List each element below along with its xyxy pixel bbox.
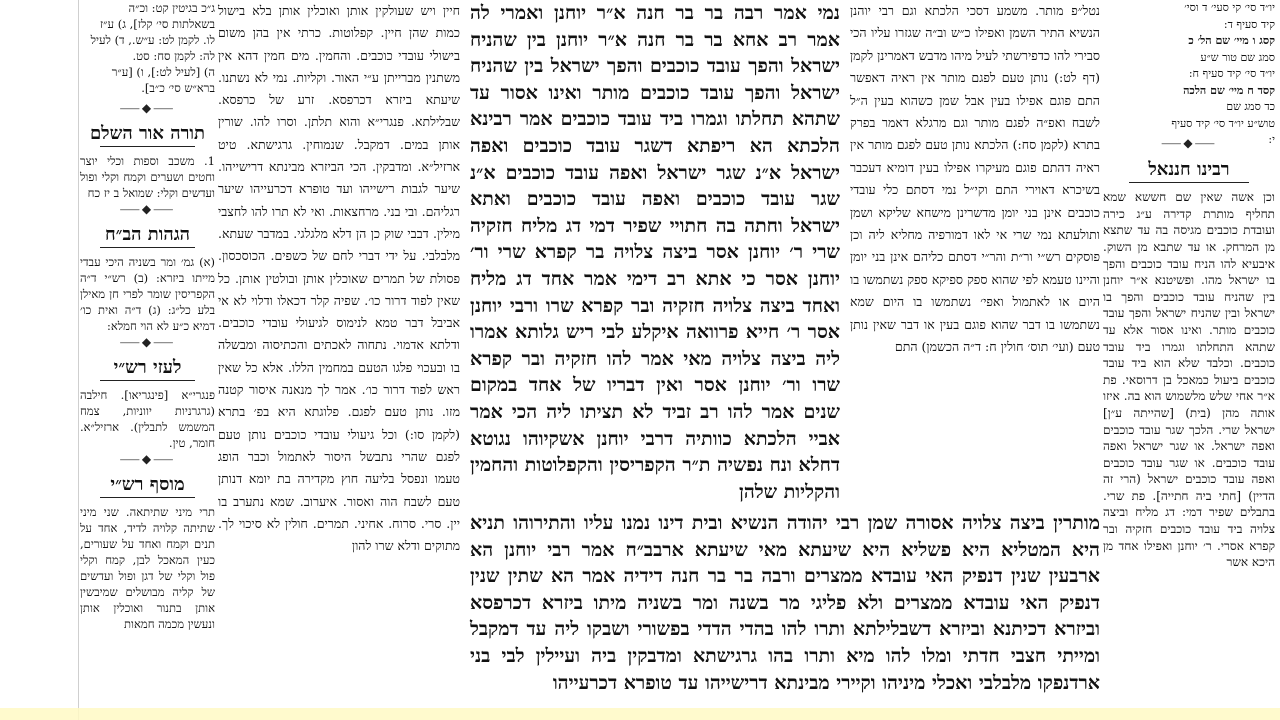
musaf-rashi-title: מוסף רש״י [80, 477, 215, 498]
laazei-rashi-text: פנגרי״א [פינגריאו]. חילבה (גרגרניות יווניות, צמח המשמש לתבלין). ארזיל״א. חומר, טין. [80, 388, 215, 450]
ein-mishpat-line: טוש״ע יו״ד סי׳ קיד סעיף [1171, 116, 1275, 130]
musaf-rashi-text: תרי מיני שתיתאה. שני מיני שתיתה קלויה לדיד, אחד על תנים וקמח ואחד על שעורים, כעין המאכל לבן, קמח וקלי פול וקלי של דגן ופול ועדשים של קליה מבושלים שמיבשין אותן בתנור ואוכלין אותן ונעשין מכמה חמאות [80, 505, 215, 631]
ornament-divider: ⸺◆⸺ [119, 202, 176, 216]
ornament-divider: ⸺◆⸺ [1161, 136, 1217, 150]
ein-mishpat-block [1103, 0, 1275, 146]
tosafot-column [850, 0, 1100, 510]
mesoras-line: ה) [לעיל לט:], ו) [ע״ר [111, 65, 215, 79]
tosafot-text: נטל״פ מותר. משמע דסכי הלכתא וגם רבי יוהנן הנשיא התיר השמן ואפילו כ״ש וב״ה שגזרו עליו הכי סבירי להו כדפירשתי לעיל מיהו מדבש דאמרינן לקמן (דף לט:) נותן טעם לפגם מותר אין ראיה דאפשר התם פוגם אפילו בעין אבל שמן כשהוא בעין ה״ל לשבח ואפ״ה לפגם מותר וגם מרגלא דאמר בפרק בתרא (לקמן סח:) הלכתא נותן טעם לפגם מותר אין ראיה דהתם פוגם מעיקרו אפילו בעין דומיא דעכבר בשיכרא דאוירי התם וקי״ל נמי דסתם כלי עובדי כוכבים אינן בני יומן מדשרינן מישחא שליקא ושמן ותולעתא נמי שרי אי לאו דמורפיה מחליא ליה וכן פוסקים רש״י ור״ת והר״י דסתם כליהם אינן בני יומן והיינו טעמא לפי שהוא ספק ספיקא ספק נשתמשו בו היום או לאתמול ואפי׳ נשתמשו בו היום שמא נשתמשו בו דבר שהוא פוגם בעין או דבר שאין נותן טעם (ועי׳ תוס׳ חולין ח: ד״ה הכשמן) התם [850, 3, 1100, 355]
margin-notes-column [80, 0, 215, 720]
gemara-text-top: נמי אמר רבה בר בר חנה א״ר יוחנן ואמרי לה אמר רב אחא בר בר חנה א״ר יוחנן בין שהניח ישראל והפך עובד כוכבים והפך ישראל בין שהניח ישראל והפך עובד כוכבים מותר ואינו אסור עד שתהא תחלתו וגמרו ביד עובד כוכבים אמר רבינא הלכתא הא ריפתא דשגר עובד כוכבים ואפה ישראל א״נ שגר ישראל ואפה עובד כוכבים א״נ שגר עובד כוכבים ואפה עובד כוכבים ואתא ישראל וחתה בה חתויי שפיר דמי דג מליח חזקיה שרי ר׳ יוחנן אסר ביצה צלויה בר קפרא שרי ור׳ יוחנן אסר כי אתא רב דימי אמר אחד דג מליח ואחד ביצה צלויה חזקיה ובר קפרא שרו ורבי יוחנן אסר ר׳ חייא פרוואה איקלע לבי ריש גלותא אמרו ליה ביצה צלויה מאי אמר להו חזקיה ובר קפרא שרו ור׳ יוחנן אסר ואין דבריו של אחד במקום שנים אמר להו רב זביד לא תציתו ליה הכי אמר אביי הלכתא כוותיה דרבי יוחנן אשקיוהו נגוטא דחלא ונח נפשיה ת״ר הקפריסין והקפלוטות והחמין והקליות שלהן [470, 2, 840, 503]
mesoras-line: לה: לקמן סח: סט. [132, 49, 215, 63]
torah-ohr-title: תורה אור השלם [80, 126, 215, 147]
ornament-divider: ⸺◆⸺ [119, 452, 176, 466]
ornament-divider: ⸺◆⸺ [119, 335, 176, 349]
gemara-text-bottom: מותרין ביצה צלויה אסורה שמן רבי יהודה הנשיא ובית דינו נמנו עליו והתירוהו תניא היא המטליא היא פשליא היא שיעתא מאי שיעתא ארבב״ח אמר רבי יוחנן הא ארבעין שנין דנפיק האי עובדא ממצרים ורבה בר בר חנה דידיה אמר הא שתין שנין דנפיק האי עובדא ממצרים ולא פליגי מר בשנה ומר בשניה מיתו ביזרא דכרפסא וביזרא דכיתנא וביזרא דשבלילתא ותרו להו בהדי הדדי בפשורי ושבקו ליה עד דמקבל ומייתי חצבי חדתי ומלו להו מיא ותרו בהו גרגישתא ומדבקין ביה ועיילין לבי בני ארדנפקו מלבלבי ואכלי מיניהו וקיירי מבינתא דרישייהו עד טופרא דכרעייהו [470, 512, 1100, 694]
ornament-divider: ⸺◆⸺ [119, 101, 176, 115]
gemara-column-bottom [470, 510, 1100, 720]
mesoras-line: ברא״ש סי׳ כ״ב]. [141, 81, 215, 95]
rabbeinu-chananel-title: רבינו חננאל [1103, 162, 1275, 184]
mesoras-line: לו. לקמן לט: ע״ש., ד) לעיל [90, 33, 215, 47]
mesoras-line: בשאלתות סי׳ קלז], ג) ע״ז [99, 17, 215, 31]
rabbeinu-chananel-text: וכן אשה שאין שם חששא שמא תחליף מותרת קדירה ע״ג כירה ועובדת כוכבים מגיסה בה עד שתצא מן המרחק. או עד שתבא מן השוק. איבעיא להו הניח עובד כוכבים והפך בו ישראל מהו. ופשיטנא א״ר יוחנן בין שהניח עובד כוכבים והפך בו ישראל ובין שהניח ישראל והפך עובד כוכבים מותר. ואינו אסור אלא עד שתהא התחלתו וגמרו ביד עובד כוכבים. וכלבד שלא הוא ביד עובד כוכבים ביעול כמאכל בן דרוסאי. פת א״ר אחי שלש מלשמוש הוא בה. איזו אותה מהן (בית) [שהייתה ע״ן] ישראל שרי. הלכך שגר עובד כוכבים ואפה ישראל. או שגר ישראל ואפה עובד כוכבים. או שגר עובד כוכבים ואפה עובד כוכבים ישראל (הרי זה הדיין) [חתי ביה חתייה]. פת שרי. בתבלים שפיר דמי: דג מליח וביצה צלויה ביד עובד כוכבים חזקיה ובר קפרא אסרי. ר׳ יוחנן ואפילו אחד מן היכא אשר [1103, 190, 1275, 570]
ein-mishpat-line: סמג שם טור ש״ע [1200, 50, 1275, 64]
ein-mishpat-line: כד סמג שם [1226, 100, 1275, 113]
ein-mishpat-line: יו״ד סי׳ קי סעי׳ ד וסי׳ [1184, 1, 1275, 14]
mesoras-hashas-block [80, 0, 215, 100]
mesoras-line: ג״כ בגיטין קט: וכ״ה [128, 1, 215, 15]
page-gutter-line [78, 0, 79, 720]
gemara-column-top [470, 0, 840, 510]
bottom-highlight-band [0, 708, 1280, 720]
ein-mishpat-line: קיד סעיף ד: [1223, 17, 1275, 31]
hagahot-title: הגהות הב״ח [80, 227, 215, 248]
rabbeinu-chananel-column [1103, 0, 1275, 720]
rashi-column [218, 0, 460, 720]
ein-mishpat-line: קסד ח מיי׳ שם הלכה [1183, 83, 1275, 97]
hagahot-text: (א) גמ׳ ומר בשניה היכי עבדי מייתו ביזרא: (ב) רש״י ד״ה הקפריסין שומר לפרי חן מאילן בלע כל״ג: (ג) ד״ה ואית כו׳ דמיא כ״ע לא הוי חמלא: [80, 255, 215, 333]
ein-mishpat-line: י: [1268, 133, 1275, 146]
ein-mishpat-line: יו״ד סי׳ קיד סעיף ח: [1188, 67, 1275, 80]
torah-ohr-text: 1. משכב וספות וכלי יוצר וחטים ושערים וקמח וקלי ופול ועדשים וקלי: שמואל ב יז כח [80, 154, 215, 200]
laazei-rashi-title: לעזי רש״י [80, 360, 215, 381]
ein-mishpat-line: קסג ו מיי׳ שם הל׳ כ [1188, 34, 1275, 47]
rashi-text: חיין ויש שעולקין אותן ואוכלין אותן בלא בישול כמות שהן חיין. קפלוטות. כרתי אין בהן משום בישולי עובדי כוכבים. והחמין. מים חמין דהא אין משתנין מברייתן ע״י האור. וקליות. נמי לא נשתנו. שיעתא ביזרא דכרפסא. זרע של כרפסא. שבלילתא. פנגרי״א והוא תלתן. וסרו להו. שורין אותן במים. דמקבל. שנמוחין. גרגישתא. טיט ארזיל״א. ומדבקין. הכי הביזרא מבינתא דרישייהו. שיער לגבות רישייהו ועד טופרא דכרעייהו שיער רגליהם. ובי בני. מרחצאות. ואי לא תרו להו לחצבי מילין. דבבי שוק כן הן דלא מלגלגי. במדבר שעתא. מלבלבי. על ידי דברי לחם של כשפים. הכוסכסון. פסולת של תמרים שאוכלין אותן ובולטין אותן. כל שאין לפוד דרור כו׳. שפיה קלר דכאלו ודלוי לא אי אביבל דבר טמא לנימוס לגיעולי עובדי כוכבים. ודלתא אדמוי. נתחוה לאכתים והכתיסוה ומבשלה בו ובעכוי פלגו הטעם במחמין הללו. אלא כל שאין ראש לפוד דרור כו׳. אמר לך מנאנה איסור קטנה מזו. נותן טעם לפגם. פלוגתא היא בפ׳ בתרא (לקמן סו:) וכל גיעולי עובדי כוכבים נותן טעם לפגם שהרי נתבשל היסור לאתמול וכבר הופג טעמו ונפסל בליעה חוץ מקדירה בת יומא דנותן טעם לשבח הוה ואסור. איערוב. שמא נתערב בו יין. סרי. סרוח. אחיני. תמרים. חולין לא סיכוי לך. מתוקים ודלא שרו להון [218, 3, 460, 554]
